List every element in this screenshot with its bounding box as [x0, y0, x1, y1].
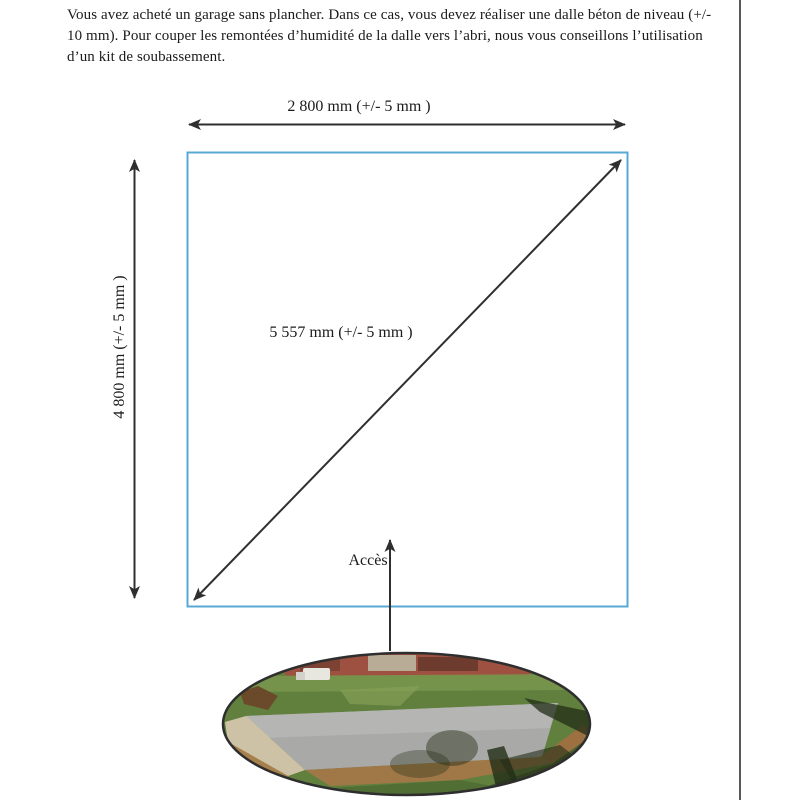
- access-label: Accès: [348, 552, 388, 569]
- width-dimension-label: 2 800 mm (+/- 5 mm ): [287, 98, 431, 115]
- photo-soft-shadow-2: [390, 750, 450, 778]
- intro-line-1: Vous avez acheté un garage sans plancher. Dans ce cas, vous devez réaliser une dalle béton de niveau (+/-: [67, 7, 712, 23]
- photo-building-light: [368, 655, 416, 671]
- photo-white-sacks: [303, 668, 330, 680]
- height-dimension-label: 4 800 mm (+/- 5 mm ): [111, 275, 128, 419]
- photo-building-doors: [418, 657, 478, 671]
- site-photo: [222, 653, 592, 797]
- diagonal-dimension-label: 5 557 mm (+/- 5 mm ): [269, 324, 413, 341]
- intro-line-2: 10 mm). Pour couper les remontées d’humidité de la dalle vers l’abri, nous vous conseillons l’utilisation: [67, 28, 703, 44]
- intro-line-3: d’un kit de soubassement.: [67, 49, 226, 65]
- diagonal-dimension-arrow: [194, 160, 621, 600]
- photo-white-sack-small: [296, 672, 305, 680]
